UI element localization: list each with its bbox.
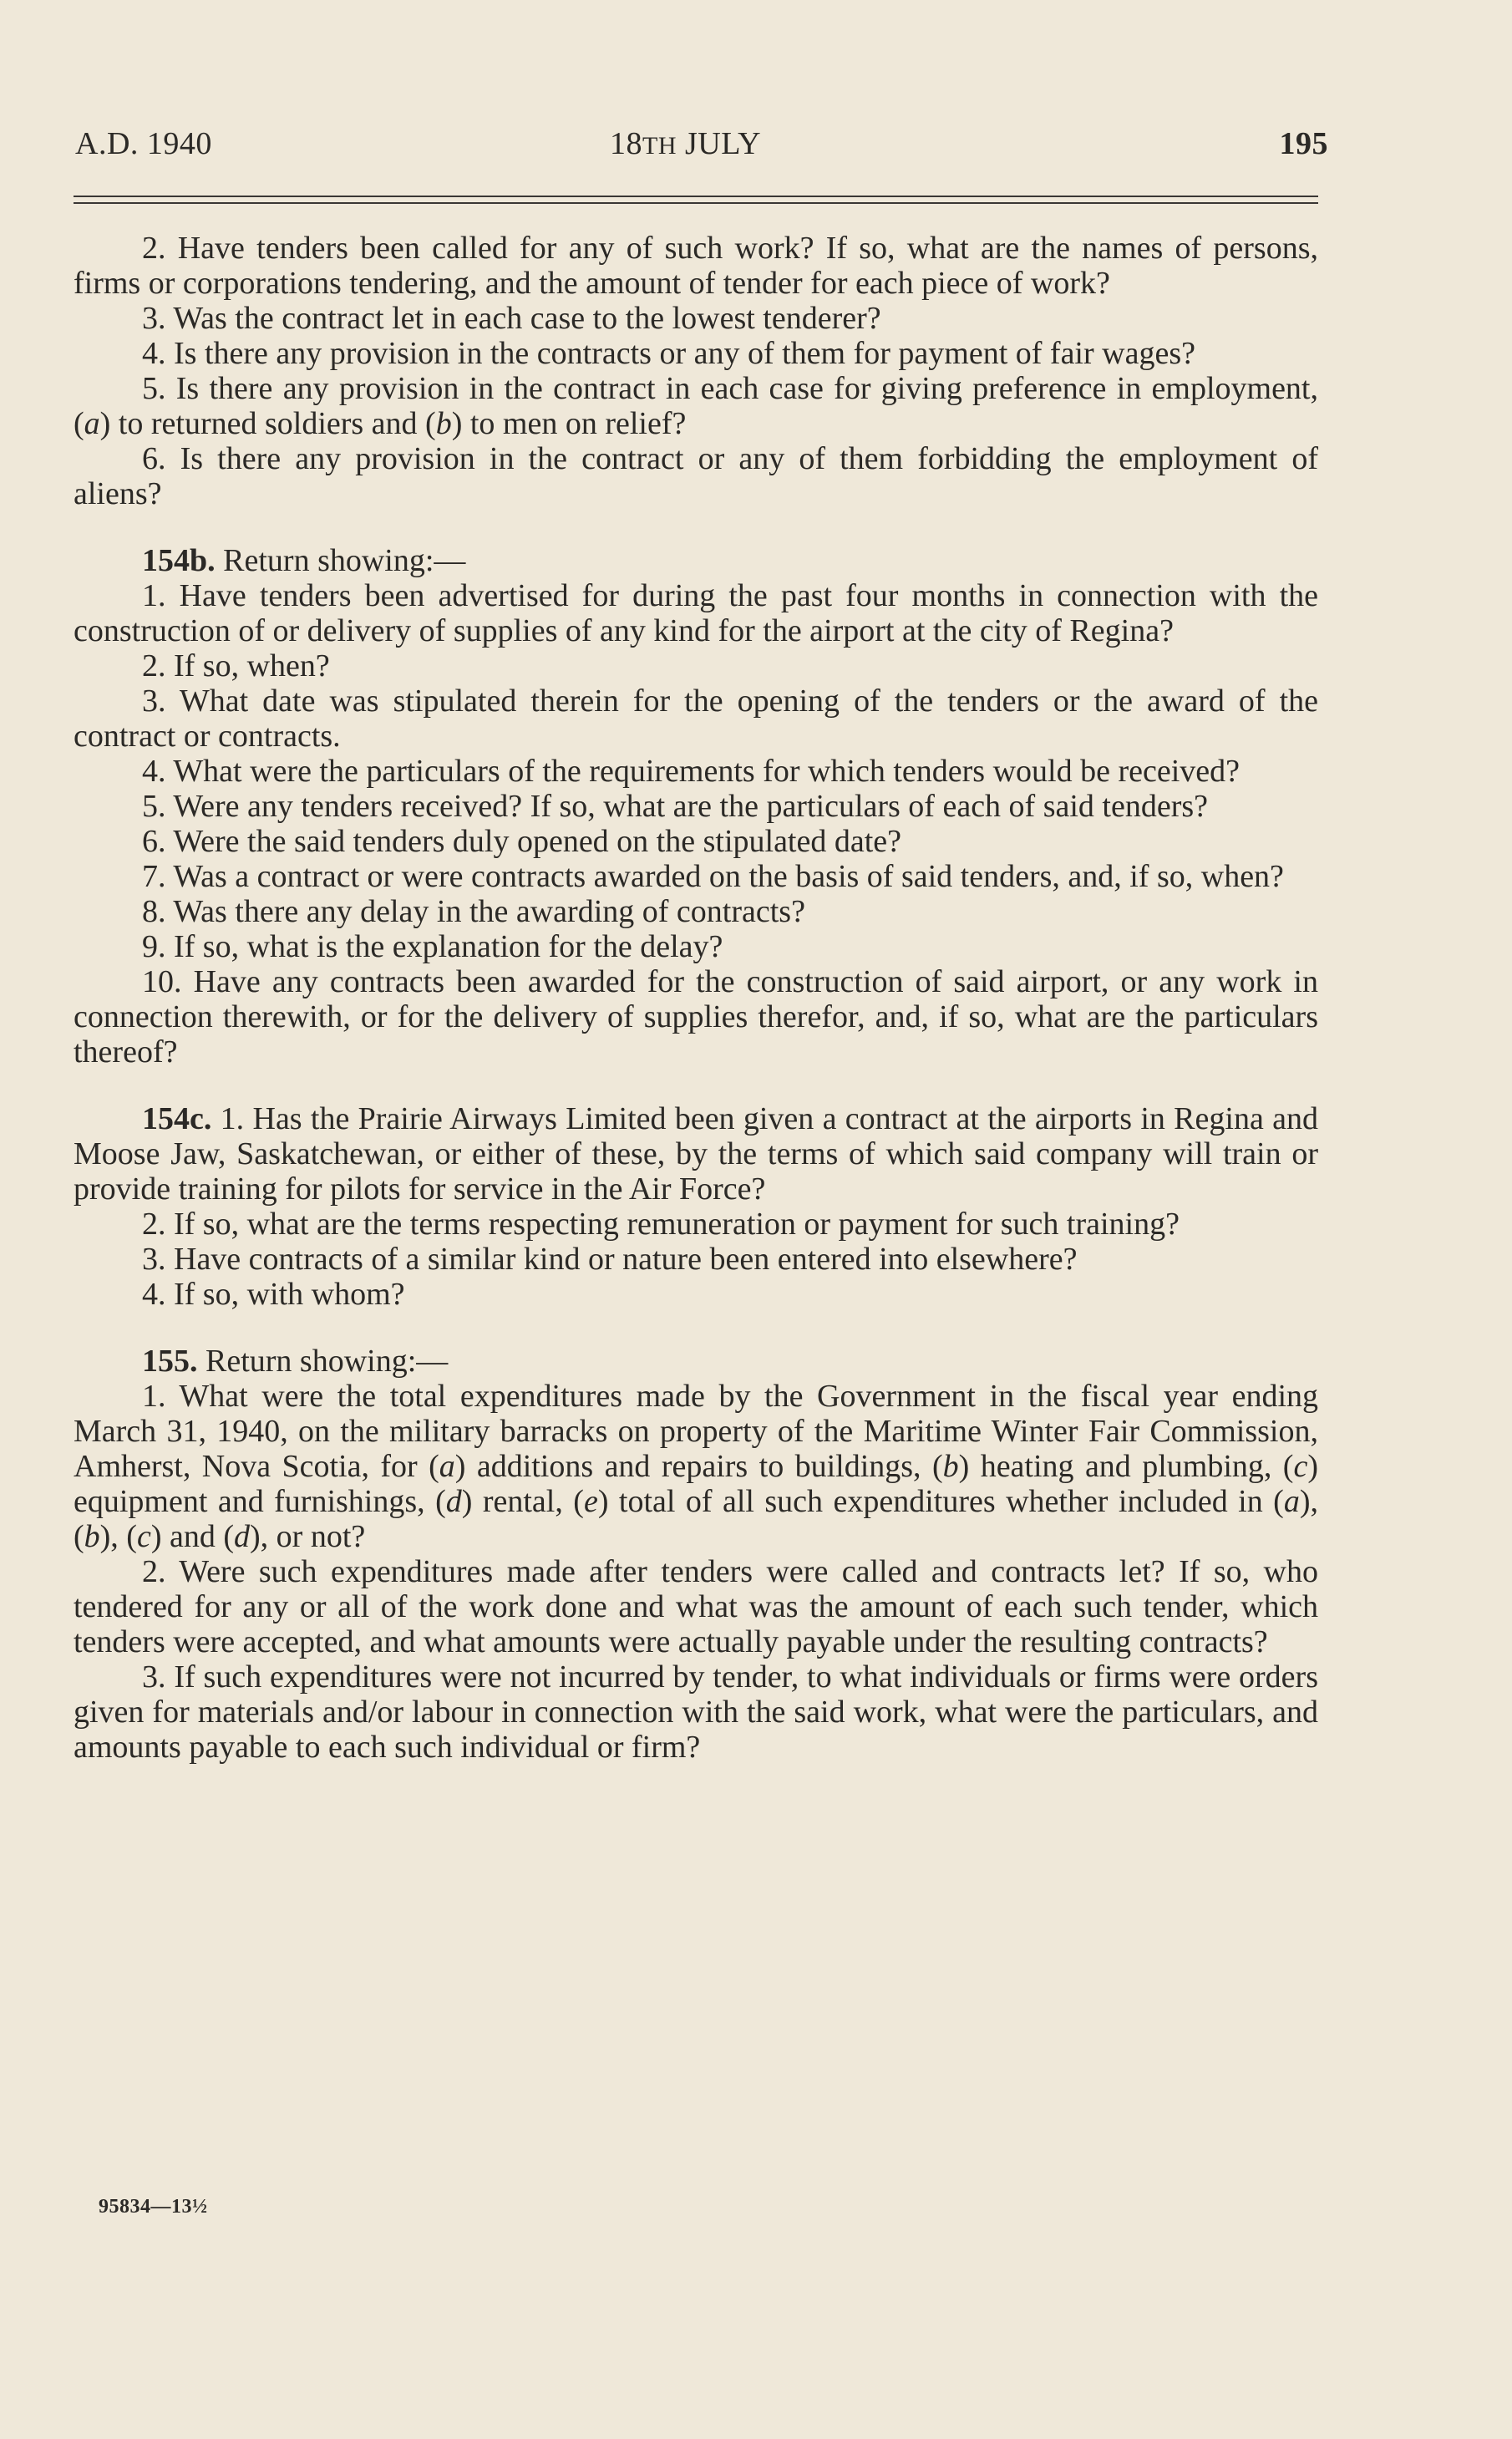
- header-rule-bottom: [74, 202, 1318, 204]
- section-154b-q7: 7. Was a contract or were contracts awarded on the basis of said tenders, and, if so, when?: [142, 859, 1284, 894]
- section-154b-q2: 2. If so, when?: [142, 648, 330, 683]
- header-date-month: JULY: [677, 126, 762, 161]
- section-154b-q9: 9. If so, what is the explanation for the delay?: [142, 929, 723, 964]
- header-date-day: 18: [610, 126, 642, 161]
- section-154b-q5: 5. Were any tenders received? If so, what are the particulars of each of said tenders?: [142, 789, 1209, 824]
- question-3: 3. Was the contract let in each case to the lowest tenderer?: [142, 301, 881, 336]
- section-154b-q3: 3. What date was stipulated therein for the opening of the tenders or the award of the contract or contracts.: [74, 683, 1318, 754]
- header-date: [610, 125, 761, 162]
- section-154c-q3: 3. Have contracts of a similar kind or nature been entered into elsewhere?: [142, 1242, 1078, 1277]
- page-number: 195: [1279, 126, 1328, 161]
- page-header: [75, 125, 1328, 175]
- section-154b-q6: 6. Were the said tenders duly opened on the stipulated date?: [142, 824, 902, 859]
- section-154b-label: 154b.: [142, 543, 216, 578]
- header-date-suffix: TH: [642, 132, 677, 160]
- section-154b-q4: 4. What were the particulars of the requirements for which tenders would be received?: [142, 754, 1240, 789]
- question-4: 4. Is there any provision in the contracts or any of them for payment of fair wages?: [142, 336, 1195, 371]
- question-2: 2. Have tenders been called for any of such work? If so, what are the names of persons, firms or corporations tendering, and the amount of tender for each piece of work?: [74, 231, 1318, 301]
- header-rule-top: [74, 196, 1318, 197]
- section-155-label: 155.: [142, 1344, 198, 1379]
- section-154c-q1: 154c. 1. Has the Prairie Airways Limited been given a contract at the airports in Regina and Moose Jaw, Saskatchewan, or either of these, by the terms of which said company will train or provide training for pilots for service in the Air Force?: [74, 1101, 1318, 1207]
- section-155-q3: 3. If such expenditures were not incurred by tender, to what individuals or firms were orders given for materials and/or labour in connection with the said work, what were the particulars, and amounts payable to each such individual or firm?: [74, 1659, 1318, 1765]
- question-5: 5. Is there any provision in the contract in each case for giving preference in employment, (a) to returned soldiers and (b) to men on relief?: [74, 371, 1318, 441]
- section-154c-q4: 4. If so, with whom?: [142, 1277, 405, 1312]
- section-154c-q2: 2. If so, what are the terms respecting remuneration or payment for such training?: [142, 1207, 1180, 1242]
- section-154b-heading: 154b. Return showing:—: [142, 543, 466, 578]
- question-6: 6. Is there any provision in the contract or any of them forbidding the employment of aliens?: [74, 441, 1318, 511]
- section-155-heading: 155. Return showing:—: [142, 1344, 449, 1379]
- section-155-q2: 2. Were such expenditures made after tenders were called and contracts let? If so, who tendered for any or all of the work done and what was the amount of each such tender, which tenders were accepted, and what amounts were actually payable under the resulting contracts?: [74, 1554, 1318, 1659]
- section-154b-q8: 8. Was there any delay in the awarding of contracts?: [142, 894, 805, 929]
- section-154b-q1: 1. Have tenders been advertised for during the past four months in connection with the construction of or delivery of supplies of any kind for the airport at the city of Regina?: [74, 578, 1318, 648]
- section-154c-label: 154c.: [142, 1101, 212, 1136]
- section-155-q1: 1. What were the total expenditures made by the Government in the fiscal year ending March 31, 1940, on the military barracks on property of the Maritime Winter Fair Commission, Amherst, Nova Scotia, for (a) additions and repairs to buildings, (b) heating and plumbing, (c) equipment and furnishings, (d) rental, (e) total of all such expenditures whether included in (a), (b), (c) and (d), or not?: [74, 1379, 1318, 1554]
- document-body: [74, 231, 1318, 1765]
- header-year: A.D. 1940: [75, 126, 212, 161]
- printer-signature-code: 95834—13½: [99, 2196, 208, 2218]
- section-154b-q10: 10. Have any contracts been awarded for the construction of said airport, or any work in connection therewith, or for the delivery of supplies therefor, and, if so, what are the particulars thereof?: [74, 964, 1318, 1070]
